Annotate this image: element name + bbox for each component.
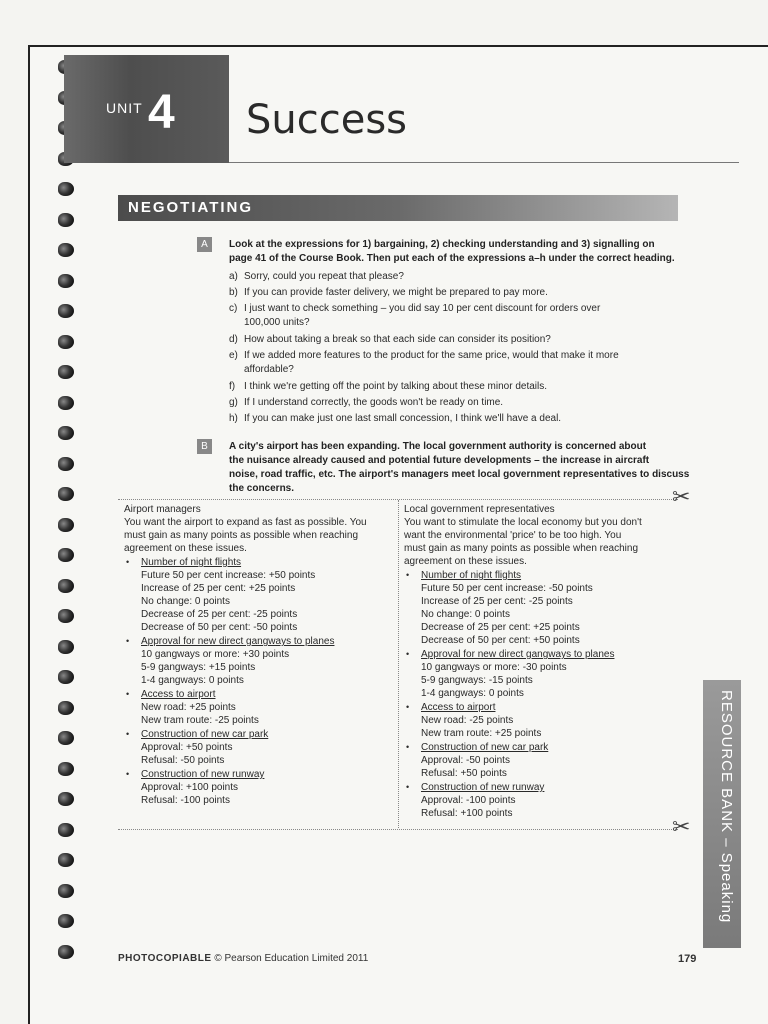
task-a-badge: A	[197, 237, 212, 252]
scoring-option: No change: 0 points	[421, 609, 510, 620]
item-key: c)	[229, 303, 238, 314]
binding-ring	[58, 457, 74, 471]
section-bar	[118, 195, 678, 221]
binding-ring	[58, 670, 74, 684]
item-line: How about taking a break so that each side can consider its position?	[244, 334, 551, 345]
scoring-issue	[124, 728, 392, 767]
binding-ring	[58, 701, 74, 715]
scoring-option: Increase of 25 per cent: +25 points	[141, 583, 296, 594]
task-b-badge: B	[197, 439, 212, 454]
item-text	[244, 286, 548, 300]
item-text	[244, 349, 619, 377]
task-a-item	[229, 396, 503, 410]
binding-ring	[58, 731, 74, 745]
scoring-option: Approval: -100 points	[421, 795, 516, 806]
bullet-icon: •	[126, 636, 130, 646]
item-key: e)	[229, 350, 238, 361]
scoring-issue-title: Access to airport	[141, 689, 216, 700]
item-text	[244, 333, 551, 347]
task-a-instructions	[229, 238, 675, 266]
task-a-item	[229, 412, 561, 426]
role-intro-line: agreement on these issues.	[404, 556, 527, 567]
binding-ring	[58, 396, 74, 410]
role-intro-line: agreement on these issues.	[124, 543, 247, 554]
scoring-issue	[124, 688, 392, 727]
task-a-item	[229, 302, 600, 330]
scoring-option: Approval: +50 points	[141, 742, 233, 753]
item-text	[244, 396, 503, 410]
bullet-icon: •	[126, 729, 130, 739]
role-card-airport-managers	[124, 503, 392, 807]
scoring-option: Refusal: +50 points	[421, 768, 507, 779]
item-key: g)	[229, 397, 238, 408]
item-key: d)	[229, 334, 238, 345]
binding-ring	[58, 365, 74, 379]
scissors-icon: ✂	[672, 484, 691, 509]
scoring-option: Refusal: -100 points	[141, 795, 230, 806]
scoring-issue	[404, 781, 672, 820]
task-b-line: the nuisance already caused and potential future developments – the increase in aircraft	[229, 455, 650, 466]
item-key: a)	[229, 271, 238, 282]
item-line: I just want to check something – you did say 10 per cent discount for orders over	[244, 303, 601, 314]
scoring-option: Refusal: -50 points	[141, 755, 225, 766]
role-intro-line: want the environmental 'price' to be too high. You	[404, 530, 622, 541]
scoring-option: Decrease of 25 per cent: -25 points	[141, 609, 298, 620]
role-intro-line: must gain as many points as possible when reaching	[124, 530, 359, 541]
photocopiable-label: PHOTOCOPIABLE	[118, 953, 212, 964]
binding-ring	[58, 548, 74, 562]
binding-ring	[58, 213, 74, 227]
unit-label: UNIT	[106, 100, 143, 116]
item-key: b)	[229, 287, 238, 298]
task-a-item	[229, 286, 548, 300]
scoring-option: Decrease of 50 per cent: -50 points	[141, 622, 298, 633]
scoring-issue-title: Access to airport	[421, 702, 496, 713]
item-line: If I understand correctly, the goods won't be ready on time.	[244, 397, 504, 408]
task-a-item	[229, 333, 551, 347]
role-intro-line: You want the airport to expand as fast as possible. You	[124, 517, 367, 528]
unit-header-block	[64, 55, 229, 163]
item-line: If you can make just one last small concession, I think we'll have a deal.	[244, 413, 562, 424]
bullet-icon: •	[126, 689, 130, 699]
scoring-option: New tram route: +25 points	[421, 728, 542, 739]
task-b-instructions	[229, 440, 689, 496]
binding-ring	[58, 823, 74, 837]
binding-ring	[58, 335, 74, 349]
scoring-option: 10 gangways or more: -30 points	[421, 662, 567, 673]
item-line: affordable?	[244, 364, 294, 375]
bullet-icon: •	[406, 742, 410, 752]
task-a-item	[229, 349, 619, 377]
bullet-icon: •	[406, 649, 410, 659]
binding-ring	[58, 884, 74, 898]
task-a-line: Look at the expressions for 1) bargaining, 2) checking understanding and 3) signalling on	[229, 239, 655, 250]
binding-ring	[58, 762, 74, 776]
section-title: NEGOTIATING	[128, 199, 254, 216]
binding-ring	[58, 518, 74, 532]
item-line: 100,000 units?	[244, 317, 310, 328]
side-tab-label: RESOURCE BANK – Speaking	[718, 690, 735, 924]
scoring-option: New tram route: -25 points	[141, 715, 259, 726]
scoring-option: Future 50 per cent increase: +50 points	[141, 570, 316, 581]
scoring-option: 10 gangways or more: +30 points	[141, 649, 290, 660]
scoring-option: Approval: +100 points	[141, 782, 239, 793]
scoring-issue-title: Number of night flights	[421, 570, 522, 581]
scoring-issue-title: Construction of new car park	[141, 729, 269, 740]
binding-ring	[58, 579, 74, 593]
scoring-option: No change: 0 points	[141, 596, 230, 607]
cut-line-bottom	[118, 829, 678, 830]
scoring-option: Approval: -50 points	[421, 755, 510, 766]
scoring-option: 5-9 gangways: +15 points	[141, 662, 256, 673]
item-key: h)	[229, 413, 238, 424]
binding-ring	[58, 792, 74, 806]
spiral-binding	[58, 60, 78, 960]
task-a-item	[229, 380, 547, 394]
item-line: If we added more features to the product for the same price, would that make it more	[244, 350, 619, 361]
bullet-icon: •	[126, 769, 130, 779]
binding-ring	[58, 426, 74, 440]
item-text	[244, 270, 404, 284]
role-card-divider	[398, 500, 399, 828]
scoring-option: 5-9 gangways: -15 points	[421, 675, 533, 686]
binding-ring	[58, 640, 74, 654]
item-text	[244, 302, 600, 330]
scoring-option: 1-4 gangways: 0 points	[141, 675, 244, 686]
scoring-issue-title: Number of night flights	[141, 557, 242, 568]
item-key: f)	[229, 381, 236, 392]
scoring-option: Decrease of 25 per cent: +25 points	[421, 622, 580, 633]
role-intro-line: must gain as many points as possible when reaching	[404, 543, 639, 554]
binding-ring	[58, 182, 74, 196]
item-line: If you can provide faster delivery, we might be prepared to pay more.	[244, 287, 548, 298]
scoring-issue	[404, 701, 672, 740]
footer	[118, 953, 368, 964]
scoring-issue	[404, 569, 672, 647]
binding-ring	[58, 914, 74, 928]
binding-ring	[58, 274, 74, 288]
scoring-option: 1-4 gangways: 0 points	[421, 688, 524, 699]
task-a-line: page 41 of the Course Book. Then put each of the expressions a–h under the correct heading.	[229, 253, 675, 264]
scoring-issue	[124, 768, 392, 807]
scoring-issue	[124, 556, 392, 634]
scoring-issue-title: Construction of new runway	[421, 782, 545, 793]
scoring-option: New road: -25 points	[421, 715, 514, 726]
item-text	[244, 412, 561, 426]
scoring-issue-title: Approval for new direct gangways to planes	[421, 649, 615, 660]
item-text	[244, 380, 547, 394]
scoring-option: Future 50 per cent increase: -50 points	[421, 583, 593, 594]
copyright-text: © Pearson Education Limited 2011	[214, 953, 369, 964]
task-b-line: noise, road traffic, etc. The airport's managers meet local government representatives to discuss	[229, 469, 690, 480]
item-line: Sorry, could you repeat that please?	[244, 271, 404, 282]
bullet-icon: •	[406, 570, 410, 580]
scoring-issue-title: Approval for new direct gangways to planes	[141, 636, 335, 647]
role-heading: Local government representatives	[404, 504, 555, 515]
role-intro-line: You want to stimulate the local economy but you don't	[404, 517, 642, 528]
title-divider	[229, 162, 739, 163]
scissors-icon: ✂	[672, 814, 691, 839]
scoring-issue	[124, 635, 392, 687]
binding-ring	[58, 945, 74, 959]
scoring-option: Increase of 25 per cent: -25 points	[421, 596, 573, 607]
role-card-local-government	[404, 503, 672, 820]
task-b-line: the concerns.	[229, 483, 295, 494]
role-heading: Airport managers	[124, 504, 201, 515]
scoring-issue-title: Construction of new runway	[141, 769, 265, 780]
binding-ring	[58, 243, 74, 257]
bullet-icon: •	[126, 557, 130, 567]
binding-ring	[58, 304, 74, 318]
scoring-option: New road: +25 points	[141, 702, 236, 713]
bullet-icon: •	[406, 702, 410, 712]
item-line: I think we're getting off the point by talking about these minor details.	[244, 381, 548, 392]
scoring-issue	[404, 741, 672, 780]
scoring-issue-title: Construction of new car park	[421, 742, 549, 753]
scoring-issue	[404, 648, 672, 700]
side-tab	[703, 680, 741, 948]
binding-ring	[58, 487, 74, 501]
bullet-icon: •	[406, 782, 410, 792]
page-title: Success	[246, 97, 408, 143]
unit-number: 4	[148, 86, 175, 139]
scoring-option: Decrease of 50 per cent: +50 points	[421, 635, 580, 646]
page-number: 179	[678, 953, 697, 965]
binding-ring	[58, 609, 74, 623]
task-a-item	[229, 270, 404, 284]
scoring-option: Refusal: +100 points	[421, 808, 513, 819]
binding-ring	[58, 853, 74, 867]
task-b-line: A city's airport has been expanding. The local government authority is concerned about	[229, 441, 647, 452]
